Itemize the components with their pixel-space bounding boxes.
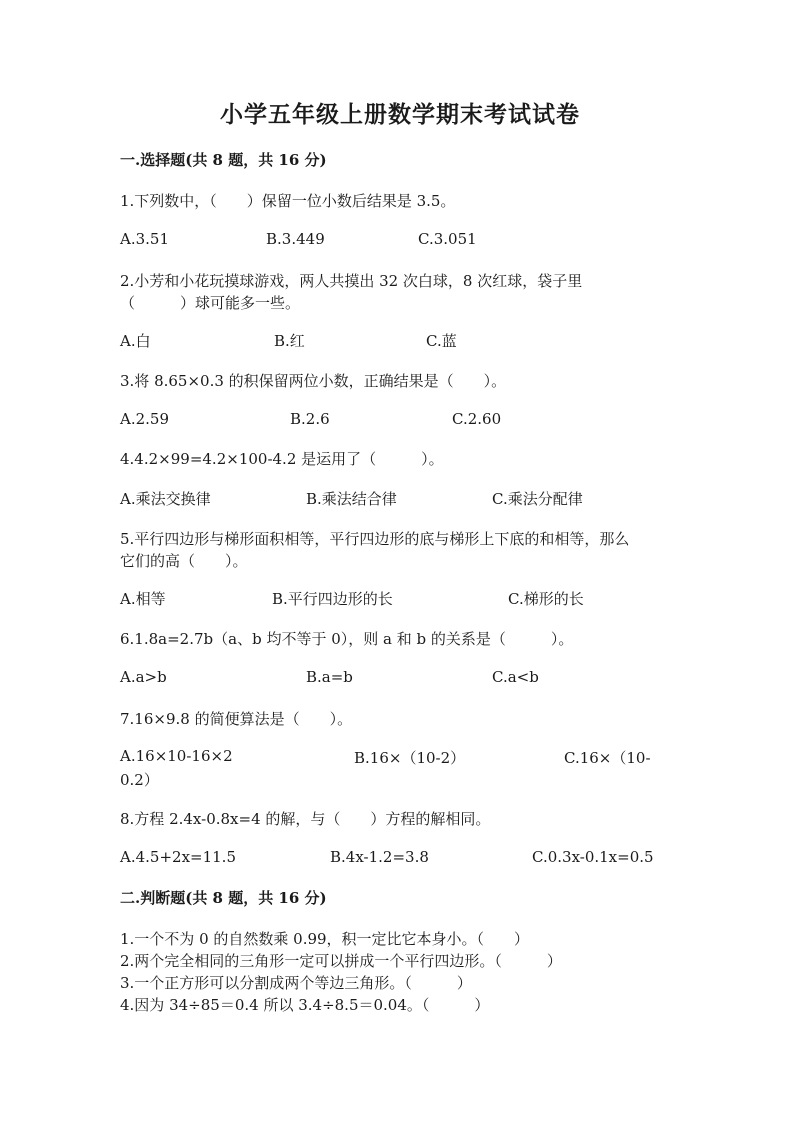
question-2: 2.小芳和小花玩摸球游戏，两人共摸出 32 次白球，8 次红球，袋子里 [120,272,583,290]
option-3c: C.2.60 [452,410,502,428]
option-8b: B.4x-1.2=3.8 [330,848,429,866]
judgement-item-2: 2.两个完全相同的三角形一定可以拼成一个平行四边形。（ ） [120,952,562,970]
question-5-cont: 它们的高（ ）。 [120,552,248,570]
option-6b: B.a=b [306,668,353,686]
question-6: 6.1.8a=2.7b（a、b 均不等于 0），则 a 和 b 的关系是（ ）。 [120,630,574,648]
question-4: 4.4.2×99=4.2×100-4.2 是运用了（ ）。 [120,450,444,468]
option-1a: A.3.51 [120,230,169,248]
option-8a: A.4.5+2x=11.5 [120,848,236,866]
option-5b: B.平行四边形的长 [272,590,393,608]
option-8c: C.0.3x-0.1x=0.5 [532,848,654,866]
option-1c: C.3.051 [418,230,477,248]
question-5: 5.平行四边形与梯形面积相等，平行四边形的底与梯形上下底的和相等，那么 [120,530,630,548]
option-4a: A.乘法交换律 [120,490,211,508]
option-6a: A.a>b [120,668,167,686]
option-4b: B.乘法结合律 [306,490,397,508]
option-6c: C.a<b [492,668,539,686]
option-1b: B.3.449 [266,230,325,248]
option-2b: B.红 [274,332,305,350]
question-2-cont: （ ）球可能多一些。 [120,294,301,312]
option-5c: C.梯形的长 [508,590,584,608]
question-3: 3.将 8.65×0.3 的积保留两位小数，正确结果是（ ）。 [120,372,507,390]
option-7c-wrap: 0.2） [120,771,159,789]
option-7a: A.16×10-16×2 [120,747,233,765]
judgement-item-1: 1.一个不为 0 的自然数乘 0.99，积一定比它本身小。（ ） [120,930,530,948]
option-4c: C.乘法分配律 [492,490,583,508]
section-heading-judgement: 二.判断题(共 8 题，共 16 分) [120,889,327,907]
page-title: 小学五年级上册数学期末考试试卷 [220,101,580,128]
question-7: 7.16×9.8 的简便算法是（ ）。 [120,710,353,728]
option-7c: C.16×（10- [564,749,651,767]
section-heading-choice: 一.选择题(共 8 题，共 16 分) [120,151,327,169]
option-7b: B.16×（10-2） [354,749,466,767]
question-8: 8.方程 2.4x-0.8x=4 的解，与（ ）方程的解相同。 [120,810,491,828]
option-2a: A.白 [120,332,151,350]
judgement-item-3: 3.一个正方形可以分割成两个等边三角形。（ ） [120,974,472,992]
option-5a: A.相等 [120,590,166,608]
option-3a: A.2.59 [120,410,169,428]
option-2c: C.蓝 [426,332,457,350]
judgement-item-4: 4.因为 34÷85＝0.4 所以 3.4÷8.5＝0.04。（ ） [120,996,490,1014]
option-3b: B.2.6 [290,410,330,428]
question-1: 1.下列数中，（ ）保留一位小数后结果是 3.5。 [120,192,456,210]
